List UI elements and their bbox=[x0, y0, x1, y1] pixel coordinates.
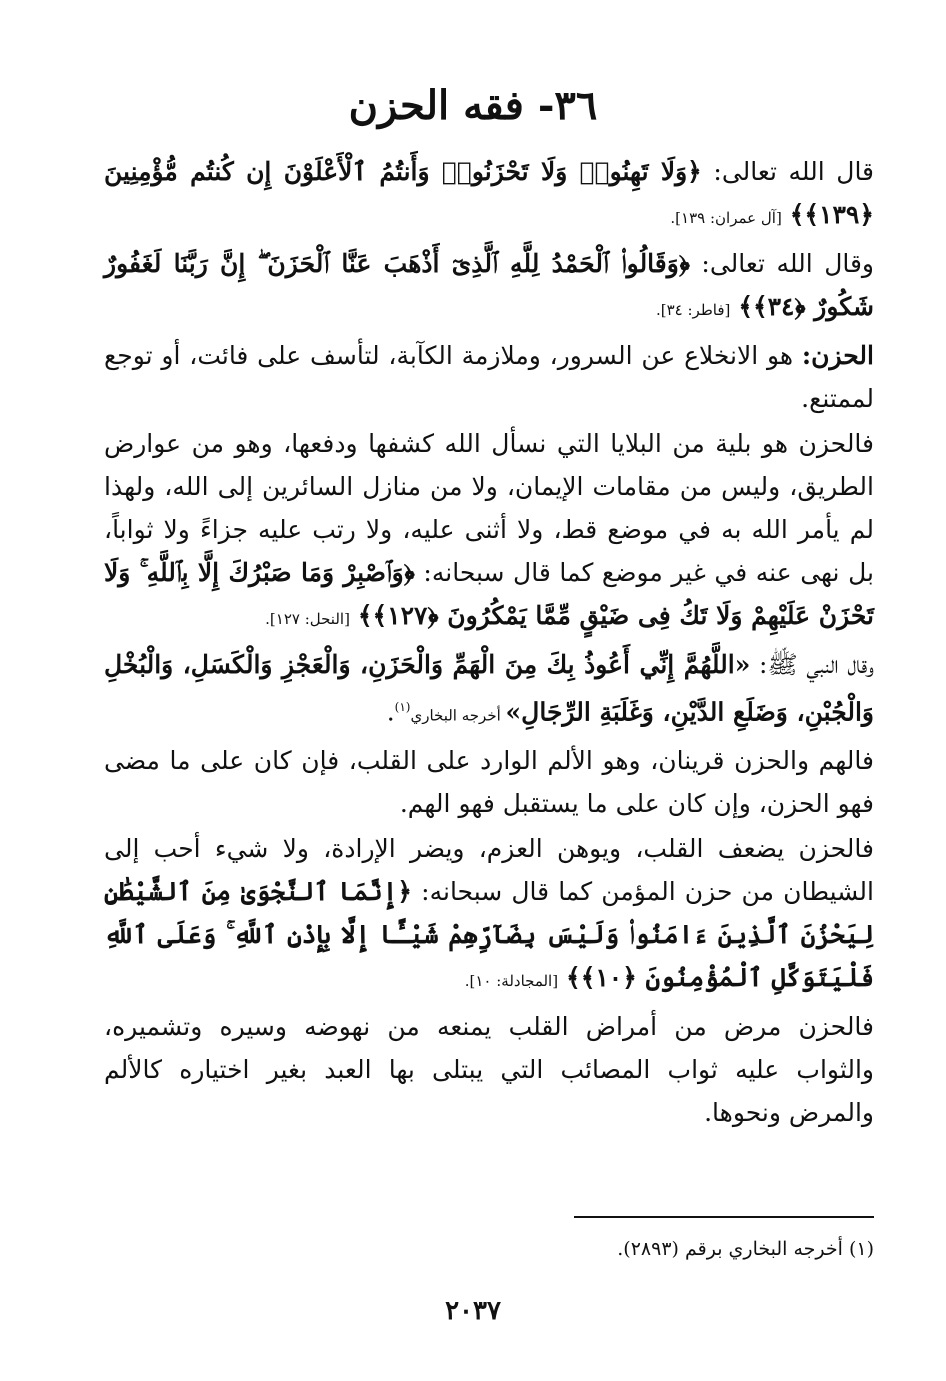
definition-text: هو الانخلاع عن السرور، وملازمة الكآبة، لتأسف على فائت، أو توجع لممتنع. bbox=[104, 341, 874, 413]
hadith-reference: أخرجه البخاري bbox=[410, 706, 506, 725]
paragraph-6 bbox=[104, 739, 874, 825]
paragraph-4 bbox=[104, 422, 874, 641]
verse-reference: [المجادلة: ١٠]. bbox=[464, 972, 559, 991]
paragraph-8 bbox=[104, 1005, 874, 1134]
definition-term: الحزن: bbox=[801, 341, 874, 370]
page-number: ٢٠٣٧ bbox=[445, 1296, 501, 1326]
sentence-end: . bbox=[386, 697, 395, 727]
hadith-text: «اللَّهُمَّ إِنِّي أَعُوذُ بِكَ مِنَ الْهَمِّ وَالْحَزَنِ، وَالْعَجْزِ وَالْكَسَلِ، وَالْبُخْلِ وَالْجُبْنِ، وَضَلَعِ الدَّيْنِ، وَغَلَبَةِ الرِّجَالِ» bbox=[104, 650, 874, 727]
paragraph-1 bbox=[104, 150, 874, 240]
intro-text: وقال النبي ﷺ: bbox=[750, 650, 875, 679]
page-body bbox=[104, 150, 874, 1136]
quran-verse: ﴿وَقَالُوا۟ ٱلْحَمْدُ لِلَّهِ ٱلَّذِىٓ أَذْهَبَ عَنَّا ٱلْحَزَنَ ۖ إِنَّ رَبَّنَا لَغَفُورٌ شَكُورٌ ﴿٣٤﴾﴾ bbox=[104, 249, 874, 321]
paragraph-2 bbox=[104, 242, 874, 332]
paragraph-5 bbox=[104, 643, 874, 737]
footnote-marker[interactable]: (١) bbox=[394, 700, 411, 714]
paragraph-3 bbox=[104, 334, 874, 420]
footnote: (١) أخرجه البخاري برقم (٢٨٩٣). bbox=[617, 1238, 874, 1260]
intro-text: وقال الله تعالى: bbox=[689, 249, 874, 278]
chapter-title: ٣٦- فقه الحزن bbox=[348, 82, 598, 129]
body-text: فالهم والحزن قرينان، وهو الألم الوارد على القلب، فإن كان على ما مضى فهو الحزن، وإن كان على ما يستقبل فهو الهم. bbox=[104, 746, 874, 819]
body-text: فالحزن يضعف القلب، ويوهن العزم، ويضر الإرادة، ولا شيء أحب إلى الشيطان من حزن المؤمن كما قال سبحانه: bbox=[104, 834, 874, 907]
quran-verse: ﴿وَلَا تَهِنُوا۟ وَلَا تَحْزَنُوا۟ وَأَنتُمُ ٱلْأَعْلَوْنَ إِن كُنتُم مُّؤْمِنِينَ ﴿١٣٩﴾﴾ bbox=[104, 157, 874, 229]
verse-reference: [النحل: ١٢٧]. bbox=[265, 610, 350, 628]
verse-reference: [آل عمران: ١٣٩]. bbox=[670, 209, 782, 227]
body-text: فالحزن مرض من أمراض القلب يمنعه من نهوضه وسيره وتشميره، والثواب عليه ثواب المصائب التي يبتلى بها العبد بغير اختياره كالألم والمرض ونحوها. bbox=[104, 1012, 874, 1128]
verse-reference: [فاطر: ٣٤]. bbox=[655, 301, 731, 319]
quran-verse: ﴿وَٱصْبِرْ وَمَا صَبْرُكَ إِلَّا بِٱللَّهِ ۚ وَلَا تَحْزَنْ عَلَيْهِمْ وَلَا تَكُ فِى ضَيْقٍ مِّمَّا يَمْكُرُونَ ﴿١٢٧﴾﴾ bbox=[104, 558, 874, 630]
quran-verse: ﴿إِنَّمَا ٱلنَّجْوَىٰ مِنَ ٱلشَّيْطَٰنِ لِيَحْزُنَ ٱلَّذِينَ ءَامَنُوا۟ وَلَيْسَ بِضَآرِّهِمْ شَيْـًٔا إِلَّا بِإِذْنِ ٱللَّهِ ۚ وَعَلَى ٱللَّهِ فَلْيَتَوَكَّلِ ٱلْمُؤْمِنُونَ ﴿١٠﴾﴾ bbox=[104, 877, 874, 993]
body-text: فالحزن هو بلية من البلايا التي نسأل الله كشفها ودفعها، وهو من عوارض الطريق، وليس من مقامات الإيمان، ولا من منازل السائرين إلى الله، ولهذا لم يأمر الله به في موضع قط، ولا أثنى عليه، ولا رتب عليه جزاءً ولا ثواباً، بل نهى عنه في غير موضع كما قال سبحانه: bbox=[104, 429, 874, 587]
footnote-divider bbox=[574, 1216, 874, 1218]
intro-text: قال الله تعالى: bbox=[701, 157, 875, 186]
paragraph-7 bbox=[104, 827, 874, 1003]
